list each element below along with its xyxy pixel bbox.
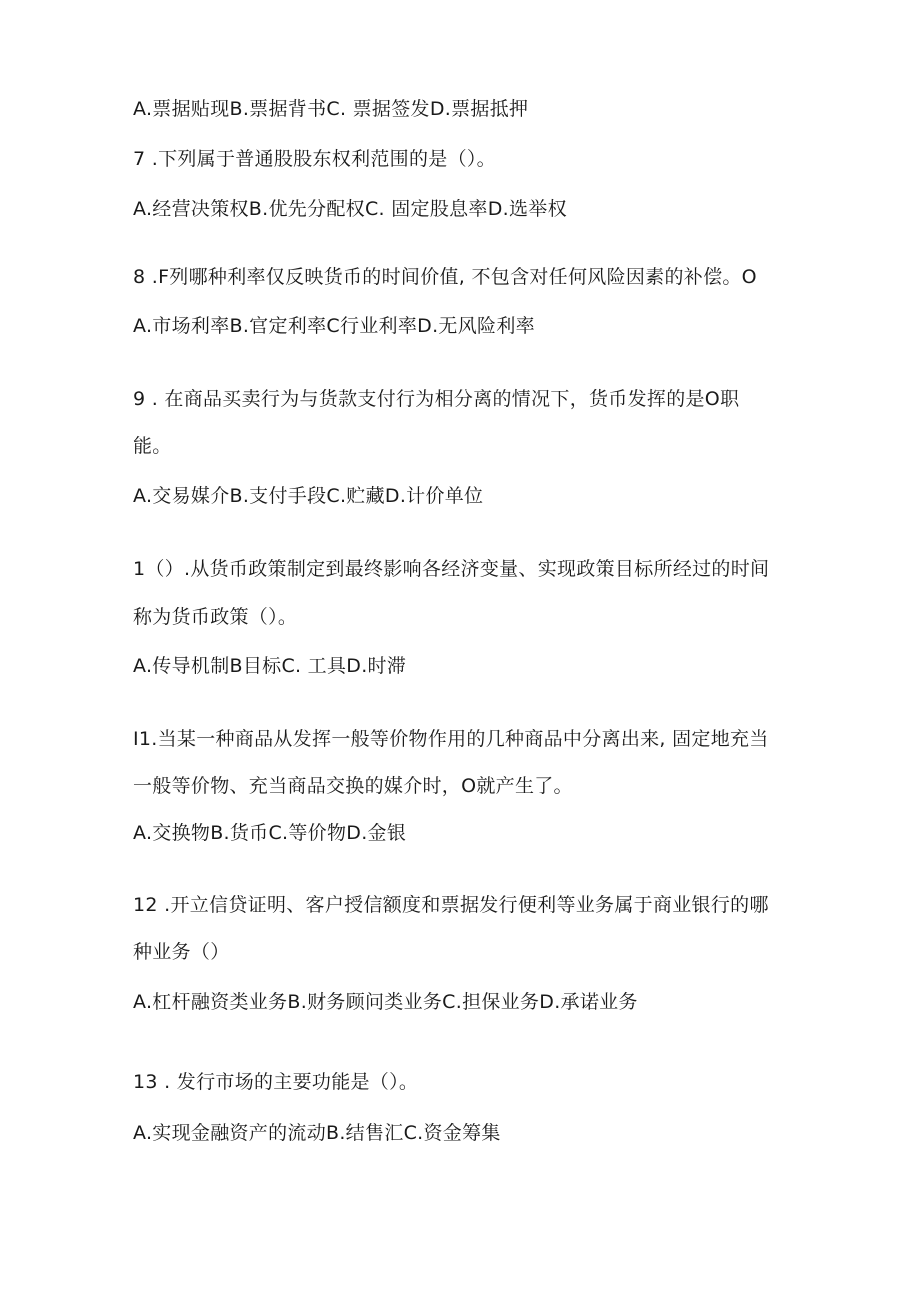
q10-question-line2: 称为货币政策（）。 — [133, 606, 298, 628]
q12-question-line1: 12 .开立信贷证明、客户授信额度和票据发行便利等业务属于商业银行的哪 — [133, 894, 769, 916]
q8-options: A.市场利率B.官定利率C行业利率D.无风险利率 — [133, 315, 535, 337]
q9-options: A.交易媒介B.支付手段C.贮藏D.计价单位 — [133, 485, 484, 507]
q10-options: A.传导机制B目标C. 工具D.时滞 — [133, 655, 407, 677]
q9-question-line1: 9 . 在商品买卖行为与货款支付行为相分离的情况下，货币发挥的是O职 — [133, 388, 740, 410]
q12-options: A.杠杆融资类业务B.财务顾问类业务C.担保业务D.承诺业务 — [133, 991, 638, 1013]
q9-question-line2: 能。 — [133, 435, 172, 457]
q13-options: A.实现金融资产的流动B.结售汇C.资金筹集 — [133, 1122, 501, 1144]
q6-options: A.票据贴现B.票据背书C. 票据签发D.票据抵押 — [133, 98, 529, 120]
q13-question: 13 . 发行市场的主要功能是（）。 — [133, 1071, 419, 1093]
q8-question: 8 .F列哪种利率仅反映货币的时间价值, 不包含对任何风险因素的补偿。O — [133, 266, 757, 288]
q7-question: 7 .下列属于普通股股东权利范围的是（）。 — [133, 148, 496, 170]
q10-question-line1: 1（）.从货币政策制定到最终影响各经济变量、实现政策目标所经过的时间 — [133, 558, 770, 580]
q11-options: A.交换物B.货币C.等价物D.金银 — [133, 822, 407, 844]
q7-options: A.经营决策权B.优先分配权C. 固定股息率D.选举权 — [133, 198, 567, 220]
q12-question-line2: 种业务（） — [133, 941, 230, 963]
q11-question-line1: I1.当某一种商品从发挥一般等价物作用的几种商品中分离出来, 固定地充当 — [133, 728, 769, 750]
q11-question-line2: 一般等价物、充当商品交换的媒介时，O就产生了。 — [133, 775, 573, 797]
